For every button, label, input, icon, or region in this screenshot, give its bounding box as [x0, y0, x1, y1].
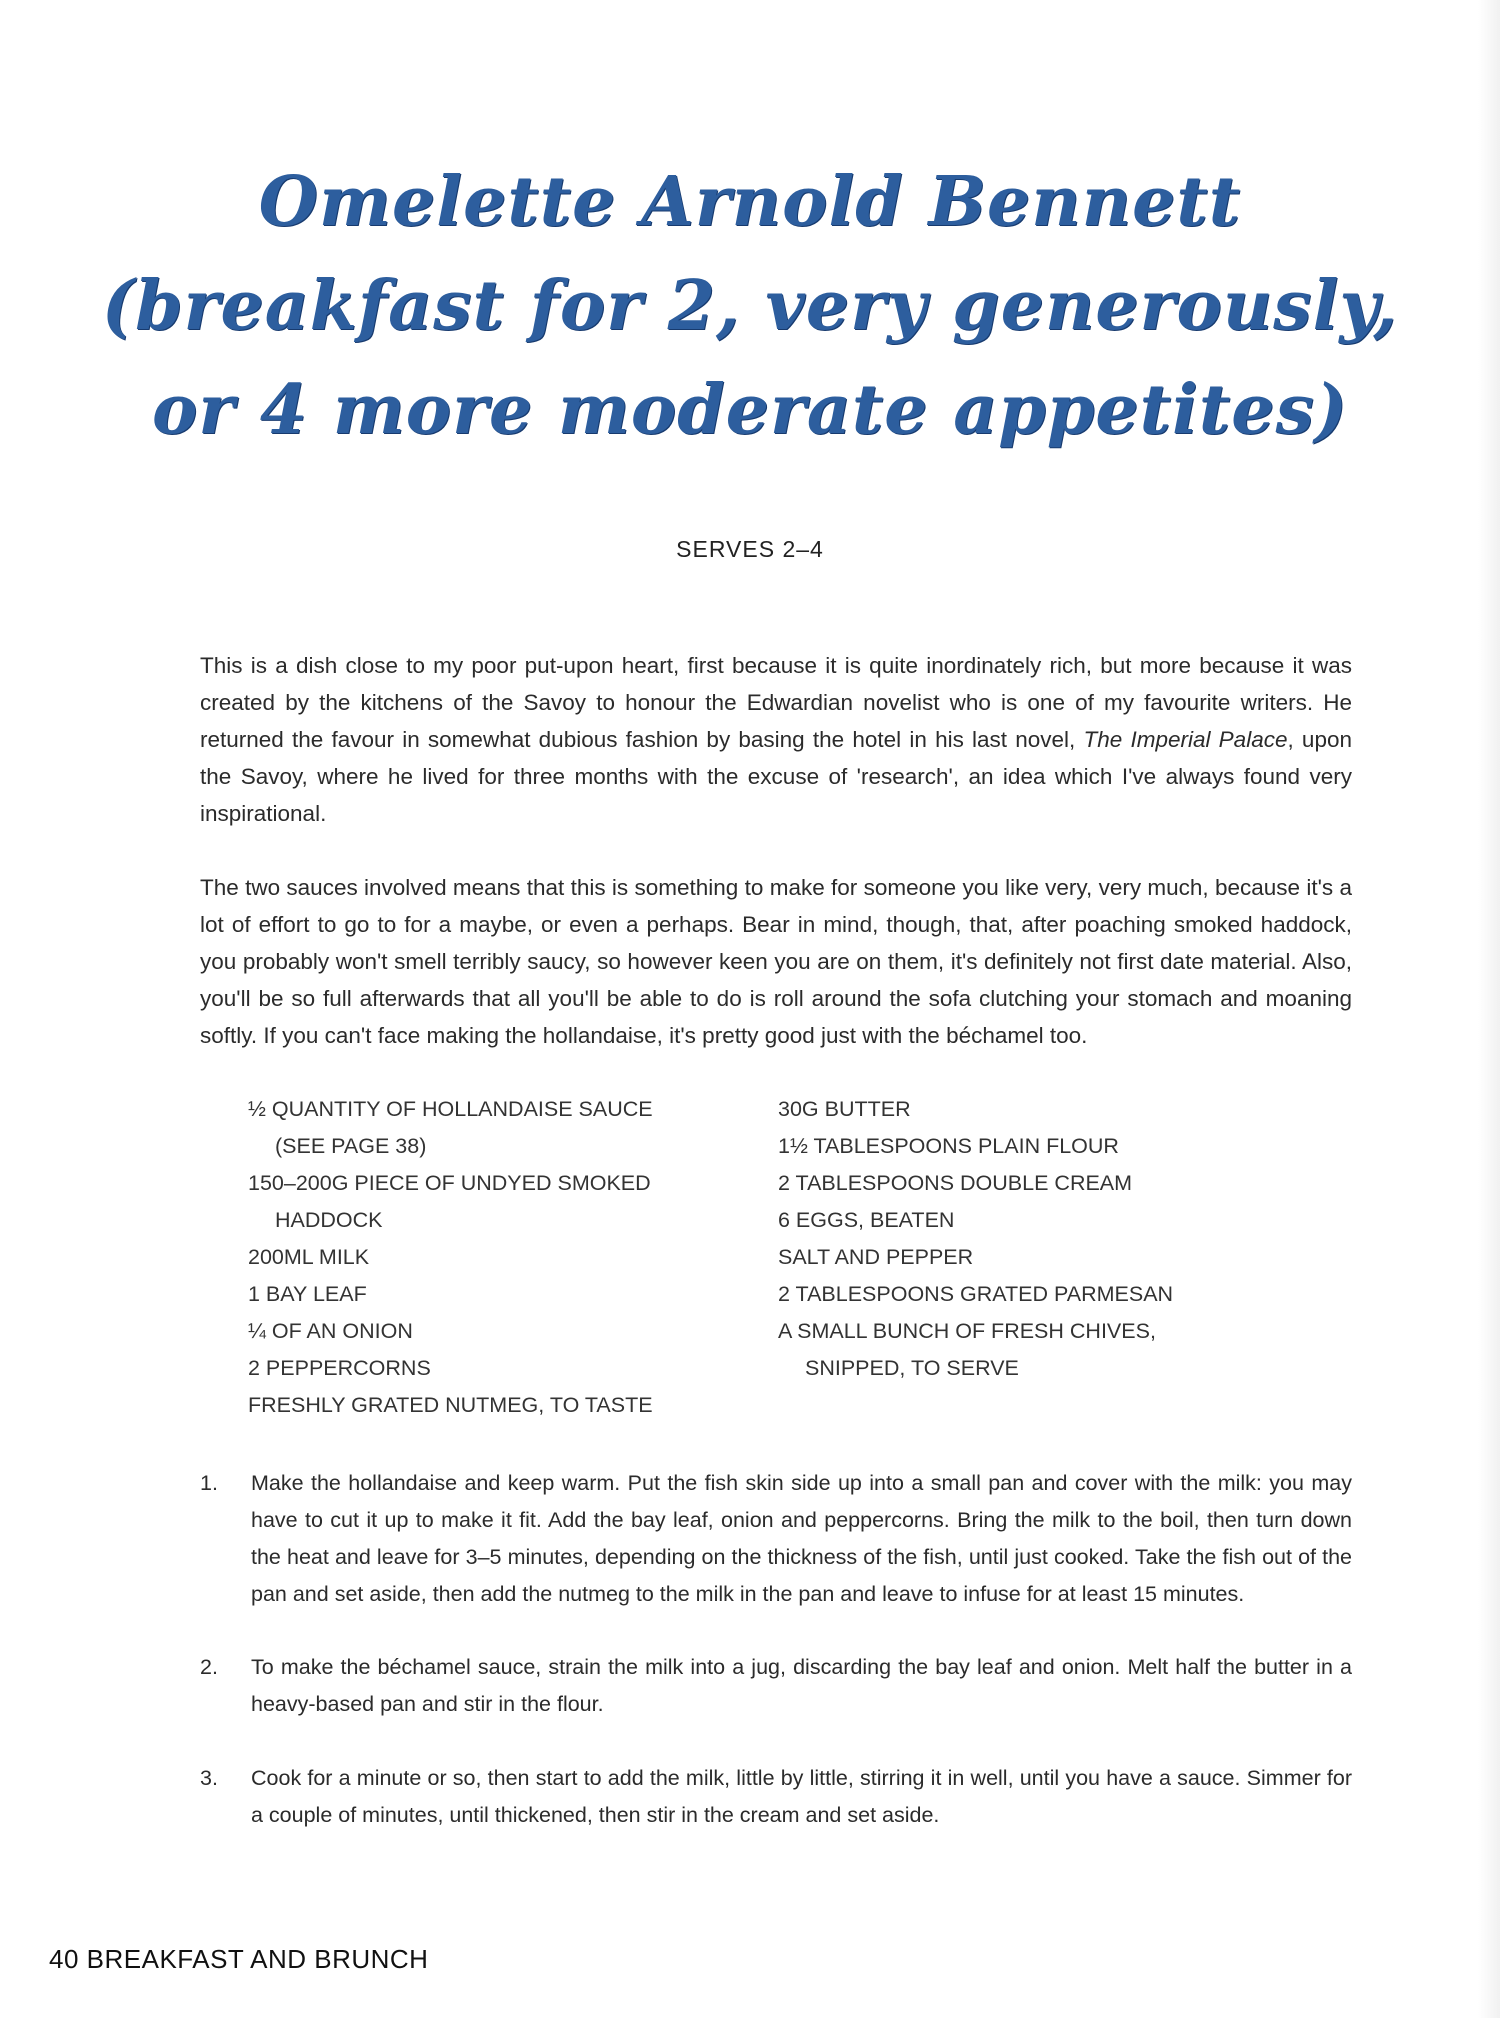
ingredient: 1 BAY LEAF	[248, 1282, 367, 1306]
step-number: 3.	[200, 1766, 218, 1790]
intro-text: , upon the Savoy, where he lived for three months with the excuse of 'research', an idea which I've always found very inspirational.	[200, 727, 1352, 826]
ingredient: 2 TABLESPOONS GRATED PARMESAN	[778, 1282, 1174, 1306]
ingredient: ¼ OF AN ONION	[248, 1319, 413, 1343]
ingredient-continued: (SEE PAGE 38)	[275, 1134, 427, 1158]
ingredient: 2 PEPPERCORNS	[248, 1356, 431, 1380]
ingredients-right	[778, 1091, 1298, 1387]
method-step	[200, 1649, 1352, 1723]
title-line: Omelette Arnold Bennett	[258, 162, 1242, 242]
intro-paragraph-1	[200, 647, 1352, 832]
book-title: The Imperial Palace	[1083, 727, 1288, 752]
ingredient: SALT AND PEPPER	[778, 1245, 974, 1269]
ingredient: 6 EGGS, BEATEN	[778, 1208, 955, 1232]
method-step	[200, 1760, 1352, 1834]
recipe-title	[0, 150, 1500, 462]
ingredient: FRESHLY GRATED NUTMEG, TO TASTE	[248, 1393, 653, 1417]
step-text: Cook for a minute or so, then start to add the milk, little by little, stirring it in well, until you have a sauce. Simmer for a couple of minutes, until thickened, then stir in the cream and set aside.	[251, 1766, 1352, 1827]
ingredient: 200ML MILK	[248, 1245, 370, 1269]
intro-paragraph-2: The two sauces involved means that this is something to make for someone you like very, very much, because it's a lot of effort to go to for a maybe, or even a perhaps. Bear in mind, though, that, after poaching smoked haddock, you probably won't smell terribly saucy, so however keen you are on them, it's definitely not first date material. Also, you'll be so full afterwards that all you'll be able to do is roll around the sofa clutching your stomach and moaning softly. If you can't face making the hollandaise, it's pretty good just with the béchamel too.	[200, 875, 1352, 1048]
ingredient: 30G BUTTER	[778, 1097, 911, 1121]
ingredient-continued: SNIPPED, TO SERVE	[805, 1356, 1019, 1380]
ingredient: A SMALL BUNCH OF FRESH CHIVES,	[778, 1319, 1156, 1343]
ingredients-left	[248, 1091, 718, 1424]
ingredient: 1½ TABLESPOONS PLAIN FLOUR	[778, 1134, 1119, 1158]
step-text: To make the béchamel sauce, strain the milk into a jug, discarding the bay leaf and onion. Melt half the butter in a heavy-based pan and stir in the flour.	[251, 1655, 1352, 1716]
title-line: (breakfast for 2, very generously,	[101, 266, 1399, 346]
ingredient-continued: HADDOCK	[275, 1208, 383, 1232]
serves-label: SERVES 2–4	[676, 536, 824, 562]
title-line: or 4 more moderate appetites)	[151, 370, 1349, 450]
ingredient: 2 TABLESPOONS DOUBLE CREAM	[778, 1171, 1133, 1195]
ingredient: 150–200G PIECE OF UNDYED SMOKED	[248, 1171, 651, 1195]
ingredient: ½ QUANTITY OF HOLLANDAISE SAUCE	[248, 1097, 653, 1121]
intro-text: This is a dish close to my poor put-upon heart, first because it is quite inordinately rich, but more because it was created by the kitchens of the Savoy to honour the Edwardian novelist who is one of my favourite writers. He returned the favour in somewhat dubious fashion by basing the hotel in his last novel,	[200, 653, 1352, 752]
step-number: 2.	[200, 1655, 218, 1679]
method-step	[200, 1465, 1352, 1613]
step-number: 1.	[200, 1471, 218, 1495]
page-footer: 40 BREAKFAST AND BRUNCH	[49, 1944, 429, 1974]
step-text: Make the hollandaise and keep warm. Put the fish skin side up into a small pan and cover with the milk: you may have to cut it up to make it fit. Add the bay leaf, onion and peppercorns. Bring the milk to the boil, then turn down the heat and leave for 3–5 minutes, depending on the thickness of the fish, until just cooked. Take the fish out of the pan and set aside, then add the nutmeg to the milk in the pan and leave to infuse for at least 15 minutes.	[251, 1471, 1352, 1606]
